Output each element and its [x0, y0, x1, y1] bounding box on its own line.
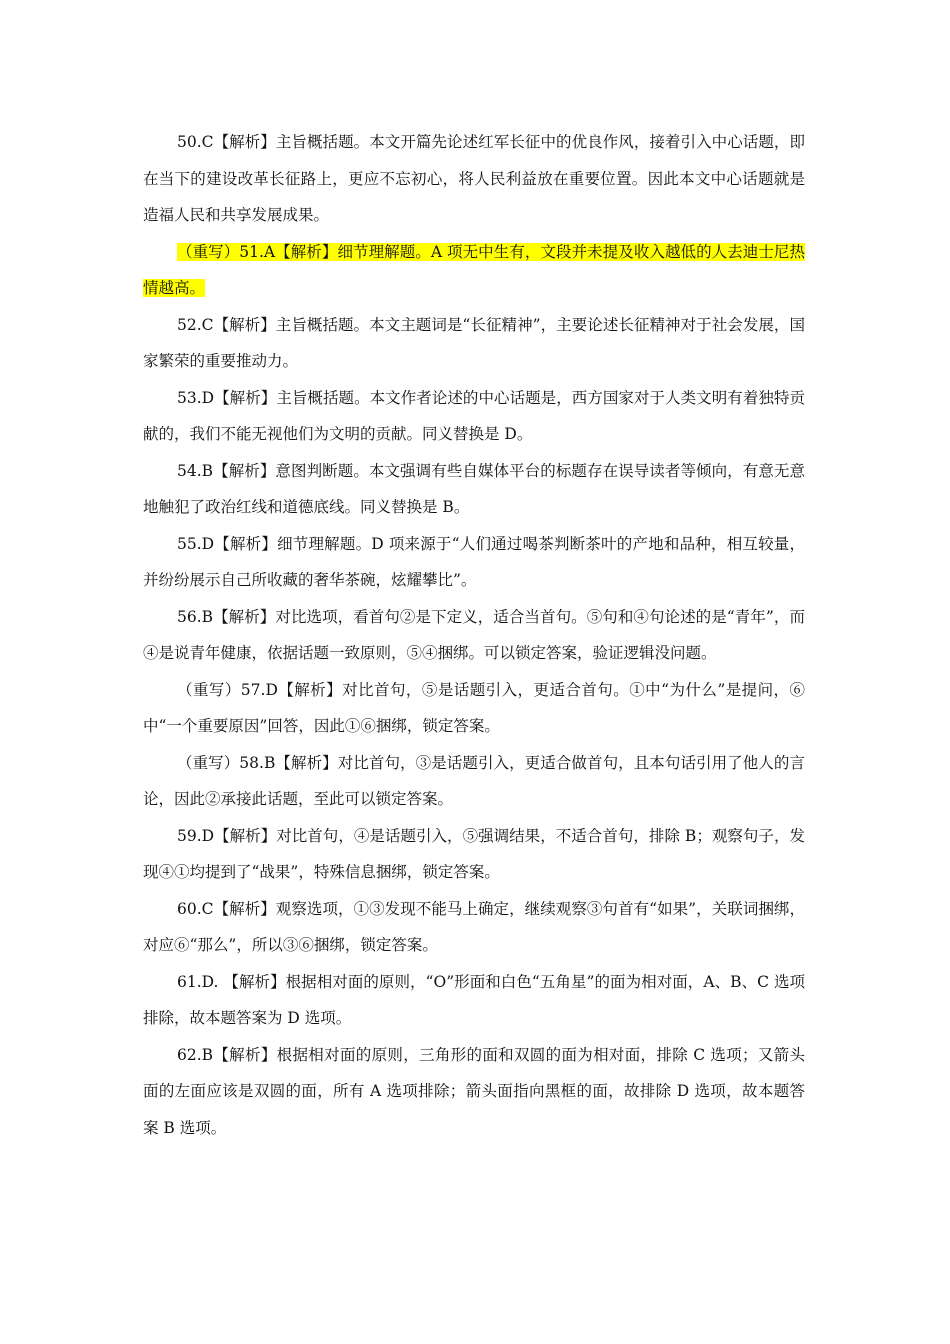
answer-53: 53.D【解析】主旨概括题。本文作者论述的中心话题是，西方国家对于人类文明有着独特贡献的，我们不能无视他们为文明的贡献。同义替换是 D。 — [143, 388, 805, 443]
answer-56: 56.B【解析】对比选项，看首句②是下定义，适合当首句。⑤句和④句论述的是“青年”，而④是说青年健康，依据话题一致原则，⑤④捆绑。可以锁定答案，验证逻辑没问题。 — [143, 607, 805, 662]
answer-54: 54.B【解析】意图判断题。本文强调有些自媒体平台的标题存在误导读者等倾向，有意无意地触犯了政治红线和道德底线。同义替换是 B。 — [143, 461, 805, 516]
answer-60: 60.C【解析】观察选项，①③发现不能马上确定，继续观察③句首有“如果”，关联词捆绑，对应⑥“那么”，所以③⑥捆绑，锁定答案。 — [143, 899, 805, 954]
answer-62: 62.B【解析】根据相对面的原则，三角形的面和双圆的面为相对面，排除 C 选项；又箭头面的左面应该是双圆的面，所有 A 选项排除；箭头面指向黑框的面，故排除 D 选项，故本题答案 B 选项。 — [143, 1045, 805, 1137]
answer-51-highlighted — [143, 234, 805, 307]
document-body — [143, 124, 805, 1146]
answer-59: 59.D【解析】对比首句，④是话题引入，⑤强调结果，不适合首句，排除 B；观察句子，发现④①均提到了“战果”，特殊信息捆绑，锁定答案。 — [143, 826, 805, 881]
answer-61: 61.D. 【解析】根据相对面的原则，“O”形面和白色“五角星”的面为相对面，A、B、C 选项排除，故本题答案为 D 选项。 — [143, 972, 805, 1027]
answer-52: 52.C【解析】主旨概括题。本文主题词是“长征精神”，主要论述长征精神对于社会发展，国家繁荣的重要推动力。 — [143, 315, 805, 370]
answer-50: 50.C【解析】主旨概括题。本文开篇先论述红军长征中的优良作风，接着引入中心话题，即在当下的建设改革长征路上，更应不忘初心，将人民利益放在重要位置。因此本文中心话题就是造福人民和共享发展成果。 — [143, 133, 805, 224]
answer-55: 55.D【解析】细节理解题。D 项来源于“人们通过喝茶判断茶叶的产地和品种，相互较量，并纷纷展示自己所收藏的奢华茶碗，炫耀攀比”。 — [143, 534, 805, 589]
highlighted-text: （重写）51.A【解析】细节理解题。A 项无中生有，文段并未提及收入越低的人去迪士尼热情越高。 — [143, 242, 805, 297]
answer-58: （重写）58.B【解析】对比首句，③是话题引入，更适合做首句，且本句话引用了他人的言论，因此②承接此话题，至此可以锁定答案。 — [143, 753, 805, 808]
answer-57: （重写）57.D【解析】对比首句，⑤是话题引入，更适合首句。①中“为什么”是提问，⑥中“一个重要原因”回答，因此①⑥捆绑，锁定答案。 — [143, 680, 805, 735]
